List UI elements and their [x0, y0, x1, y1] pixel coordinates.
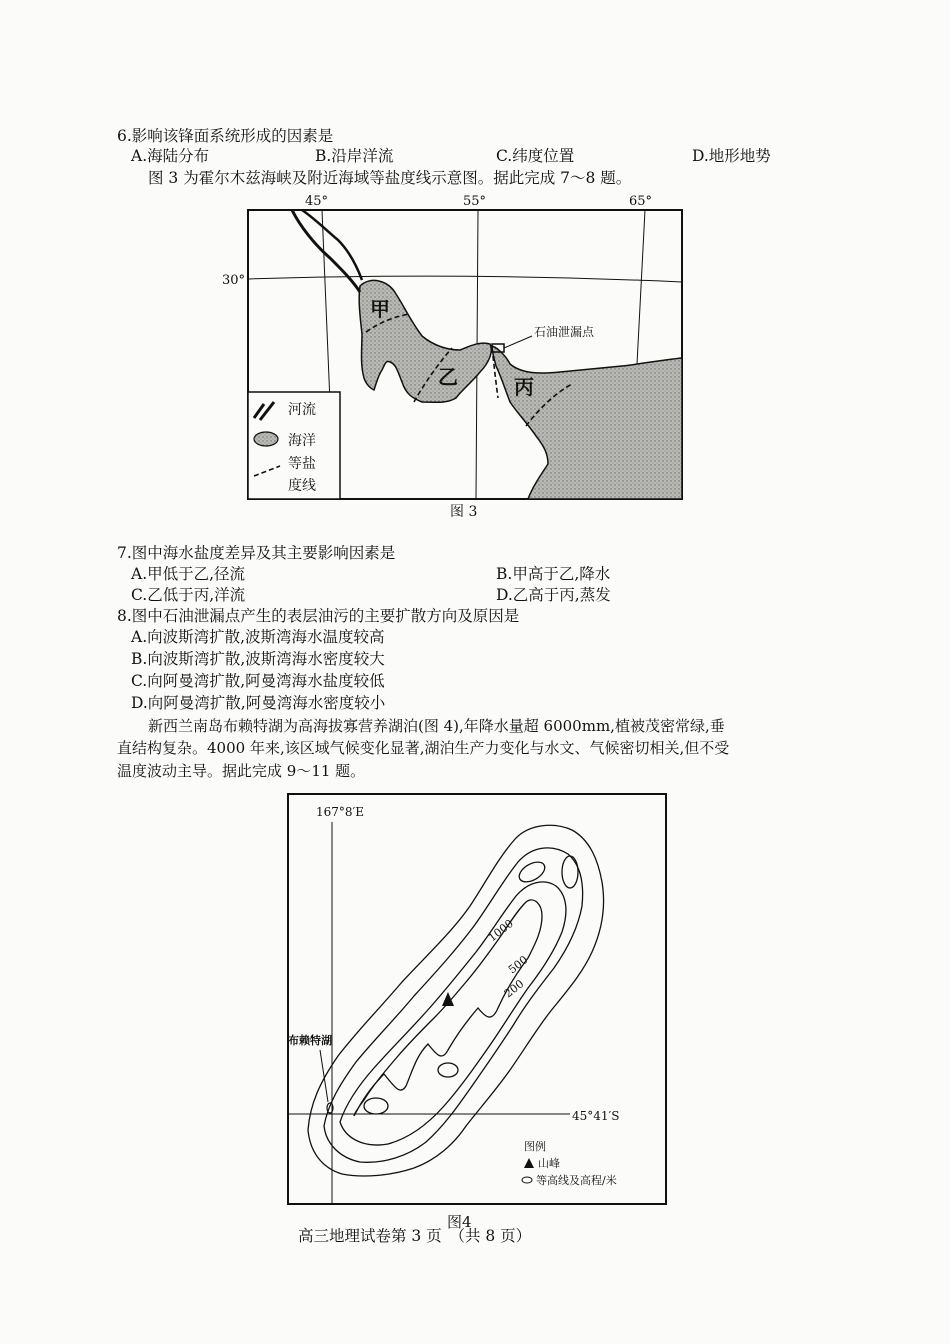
region-bing: 丙 — [514, 375, 534, 399]
figure-4-map — [280, 786, 680, 1232]
q8-option-d: D.向阿曼湾扩散,阿曼湾海水密度较小 — [131, 694, 386, 712]
legend-ocean-label: 海洋 — [288, 433, 316, 449]
q6-option-c: C.纬度位置 — [496, 147, 575, 165]
q6-option-b: B.沿岸洋流 — [315, 147, 394, 165]
q8-stem: 8.图中石油泄漏点产生的表层油污的主要扩散方向及原因是 — [117, 607, 520, 625]
contour-label-1000: 1000 — [485, 916, 516, 945]
contour-label-200: 200 — [501, 977, 527, 1001]
region-jia: 甲 — [370, 297, 390, 321]
legend-title: 图例 — [524, 1140, 546, 1153]
lat-label-30: 30° — [222, 273, 246, 288]
page-footer: 高三地理试卷第 3 页 （共 8 页） — [298, 1227, 532, 1245]
map-frame — [288, 794, 666, 1204]
fig3-caption: 图 3 — [450, 504, 478, 520]
lon-label-65: 65° — [629, 194, 653, 209]
lon-label-45: 45° — [305, 194, 329, 209]
q7-option-d: D.乙高于丙,蒸发 — [496, 586, 611, 604]
q7-option-c: C.乙低于丙,洋流 — [131, 586, 246, 604]
legend-ocean-icon — [254, 432, 278, 446]
contour-label-500: 500 — [505, 953, 531, 977]
legend-river-label: 河流 — [288, 402, 316, 418]
q7-stem: 7.图中海水盐度差异及其主要影响因素是 — [117, 544, 396, 562]
figure-3-map — [210, 188, 700, 520]
fig4-intro-line-2: 直结构复杂。4000 年来,该区域气候变化显著,湖泊生产力变化与水文、气候密切相关,但不受 — [117, 739, 730, 757]
q6-option-a: A.海陆分布 — [131, 147, 210, 165]
lat-label: 45°41′S — [572, 1109, 620, 1123]
q7-option-b: B.甲高于乙,降水 — [496, 565, 611, 583]
fig4-intro-line-3: 温度波动主导。据此完成 9～11 题。 — [117, 762, 366, 780]
q8-option-c: C.向阿曼湾扩散,阿曼湾海水盐度较低 — [131, 672, 385, 690]
legend-peak-label: 山峰 — [538, 1157, 560, 1170]
oil-spill-label: 石油泄漏点 — [534, 325, 595, 339]
q6-option-d: D.地形地势 — [692, 147, 771, 165]
region-yi: 乙 — [438, 365, 458, 389]
legend-isohaline-label-1: 等盐 — [288, 456, 316, 472]
q7-option-a: A.甲低于乙,径流 — [131, 565, 246, 583]
fig4-caption: 图4 — [447, 1213, 472, 1231]
legend-contour-label: 等高线及高程/米 — [536, 1174, 617, 1187]
q6-stem: 6.影响该锋面系统形成的因素是 — [117, 127, 334, 145]
lon-label-55: 55° — [463, 194, 487, 209]
lon-label: 167°8′E — [316, 805, 365, 819]
q8-option-b: B.向波斯湾扩散,波斯湾海水密度较大 — [131, 650, 385, 668]
q8-option-a: A.向波斯湾扩散,波斯湾海水温度较高 — [131, 628, 385, 646]
fig4-intro-line-1: 新西兰南岛布赖特湖为高海拔寡营养湖泊(图 4),年降水量超 6000mm,植被茂密常绿,垂 — [148, 717, 725, 735]
fig3-intro: 图 3 为霍尔木兹海峡及附近海域等盐度线示意图。据此完成 7～8 题。 — [148, 169, 632, 187]
legend-isohaline-label-2: 度线 — [288, 478, 316, 494]
lake-label: 布赖特湖 — [288, 1034, 332, 1047]
